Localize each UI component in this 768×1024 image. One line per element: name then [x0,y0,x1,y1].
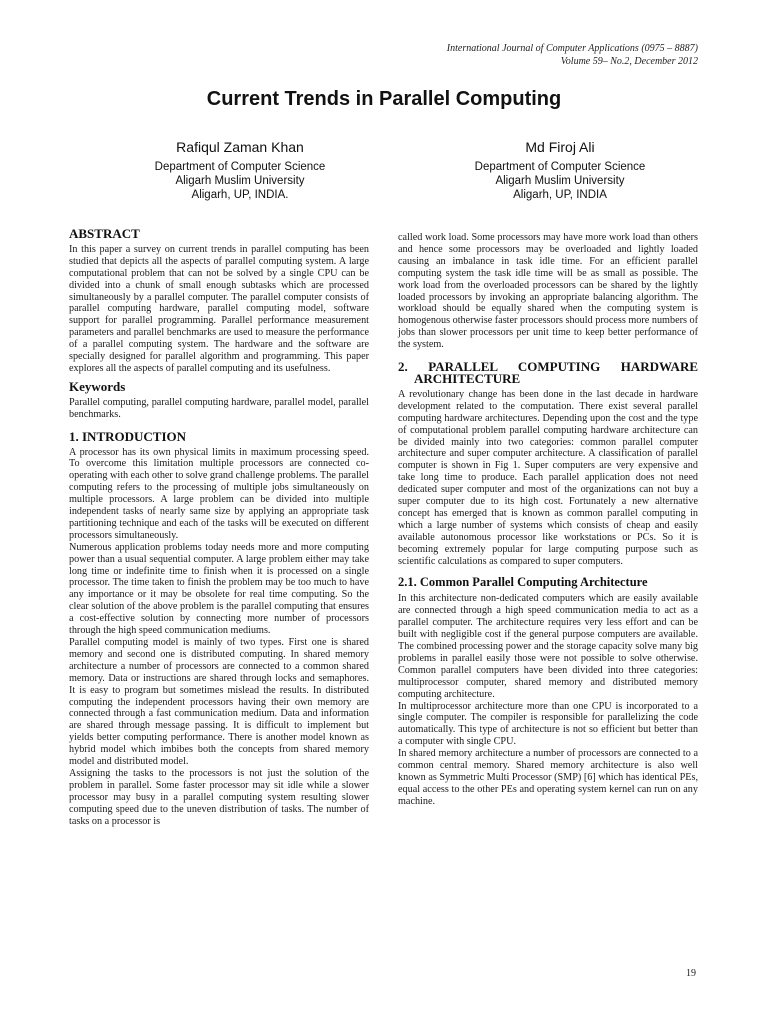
abstract-heading: ABSTRACT [69,226,140,241]
paragraph: Numerous application problems today needs more and more computing power than a usual sequential computer. A large problem either may take long time or indefinite time to finish when it is processed on a single processor. The time taken to finish the problem may be too much to have any importance or it may be obsolete for real time computing. So the clear solution of the above problem is the parallel computing that ensures a cost-effective solution by connecting more number of processors through the high speed communication mediums. [69,541,369,637]
section-2-heading: 2. PARALLEL COMPUTING HARDWARE ARCHITECTURE [398,359,698,386]
author-block-1 [110,138,370,202]
author-block-2 [420,138,700,202]
left-column [69,228,369,828]
author-location: Aligarh, UP, INDIA [513,189,607,201]
author-university: Aligarh Muslim University [495,175,625,187]
abstract-text: In this paper a survey on current trends in parallel computing has been studied that depicts all the aspects of parallel computing system. A large computational problem that can not be solved by a single CPU can be divided into a chunk of small enough subtasks which are processed simultaneously by a parallel computer. The parallel computer consists of parallel computing hardware, parallel computing model, software support for parallel programming. Parallel performance measurement parameters and parallel benchmarks are used to measure the performance of a parallel computing system. The hardware and the software are specially designed for parallel algorithm and programming. This paper explores all the aspects of parallel computing and its usefulness. [69,243,369,374]
paragraph: called work load. Some processors may have more work load than others and hence some processors may be overloaded and lightly loaded causing an imbalance in task idle time. For an efficient parallel computing system the task idle time will be as small as possible. The work load from the overloaded processors can be shared by the lightly loaded processors by invoking an appropriate balancing algorithm. The workload should be equally shared when the computing system is homogenous otherwise faster processors should process more numbers of jobs than slower processors per unit time to keep better performance of the system. [398,232,698,351]
paragraph: Assigning the tasks to the processors is not just the solution of the problem in parallel. Some faster processor may sit idle while a slower processor may busy in a parallel computing system resulting slower computing speed due to the uneven distribution of tasks. The number of tasks on a processor is [69,767,369,827]
author-location: Aligarh, UP, INDIA. [191,189,289,201]
author-university: Aligarh Muslim University [175,175,305,187]
paragraph: In multiprocessor architecture more than one CPU is incorporated to a single computer. The compiler is responsible for parallelizing the code automatically. This type of architecture is not so efficient but better than a computer with single CPU. [398,700,698,748]
paragraph: A revolutionary change has been done in the last decade in hardware development related to the computation. There exist several parallel computing hardware architectures. Depending upon the cost and the type of computational problem parallel computing hardware architecture can be divided mainly into two categories: common parallel computer architecture and super computer architecture. A classification of parallel computer is shown in Fig 1. Super computers are very expensive and take long time to produce. Each parallel application does not need dedicated super computer and most of the organizations can not buy a super computer due to its high cost. Fortunately a new alternative concept has emerged that is known as common parallel computing in which a large number of systems which consists of cheap and easily available autonomous processor like workstations or PCs. So it is becoming extremely popular for large computing purpose such as scientific calculations as compared to super computers. [398,388,698,567]
journal-volume: Volume 59– No.2, December 2012 [560,56,698,67]
journal-name: International Journal of Computer Applications (0975 – 8887) [446,43,698,54]
paragraph: A processor has its own physical limits in maximum processing speed. To overcome this limitation multiple processors are connected co-operating with each other to solve grand challenge problems. The parallel computing refers to the processing of multiple jobs simultaneously on multiple processors. A large problem can be divided into multiple independent tasks of nearly same size by applying an appropriate task partitioning technique and each of the tasks will be executed on different processors simultaneously. [69,446,369,541]
paper-title: Current Trends in Parallel Computing [206,88,562,110]
keywords-text: Parallel computing, parallel computing hardware, parallel model, parallel benchmarks. [69,396,369,420]
author-name: Md Firoj Ali [525,139,595,155]
section-2-1-heading: 2.1. Common Parallel Computing Architecture [398,575,648,590]
author-name: Rafiqul Zaman Khan [176,139,304,155]
paragraph: In this architecture non-dedicated computers which are easily available are connected through a high speed communication media to act as a parallel computer. The architecture requires very less effort and can be built with negligible cost if the general purpose computers are available. The combined processing power and the storage capacity solve many big problems in parallel easily those were not possible to solve otherwise. Common parallel computers have been divided into three categories: multiprocessor computer, shared memory and distributed memory computing architecture. [398,593,698,700]
right-column [398,232,698,808]
author-department: Department of Computer Science [154,161,326,173]
paragraph: Parallel computing model is mainly of two types. First one is shared memory and second one is distributed computing. In shared memory architecture a number of processors are connected to a common shared memory. Data or instructions are shared through locks and semaphores. It is easy to program but sometimes mislead the results. In distributed computing the independent processors having their own memory are connected through a fast communication medium. Data and information are shared through message passing. It is difficult to implement but yields better computing performance. There is another model known as hybrid model which imbibes both the concepts from shared memory model and distributed model. [69,637,369,768]
journal-header [447,42,698,68]
page-number: 19 [686,968,696,979]
keywords-heading: Keywords [69,378,126,394]
author-department: Department of Computer Science [474,161,646,173]
introduction-heading: 1. INTRODUCTION [69,428,187,444]
paragraph: In shared memory architecture a number of processors are connected to a common central memory. Shared memory architecture is also well known as Symmetric Multi Processor (SMP) [6] which has identical PEs, equal access to the other PEs and operating system kernel can run on any machine. [398,748,698,807]
